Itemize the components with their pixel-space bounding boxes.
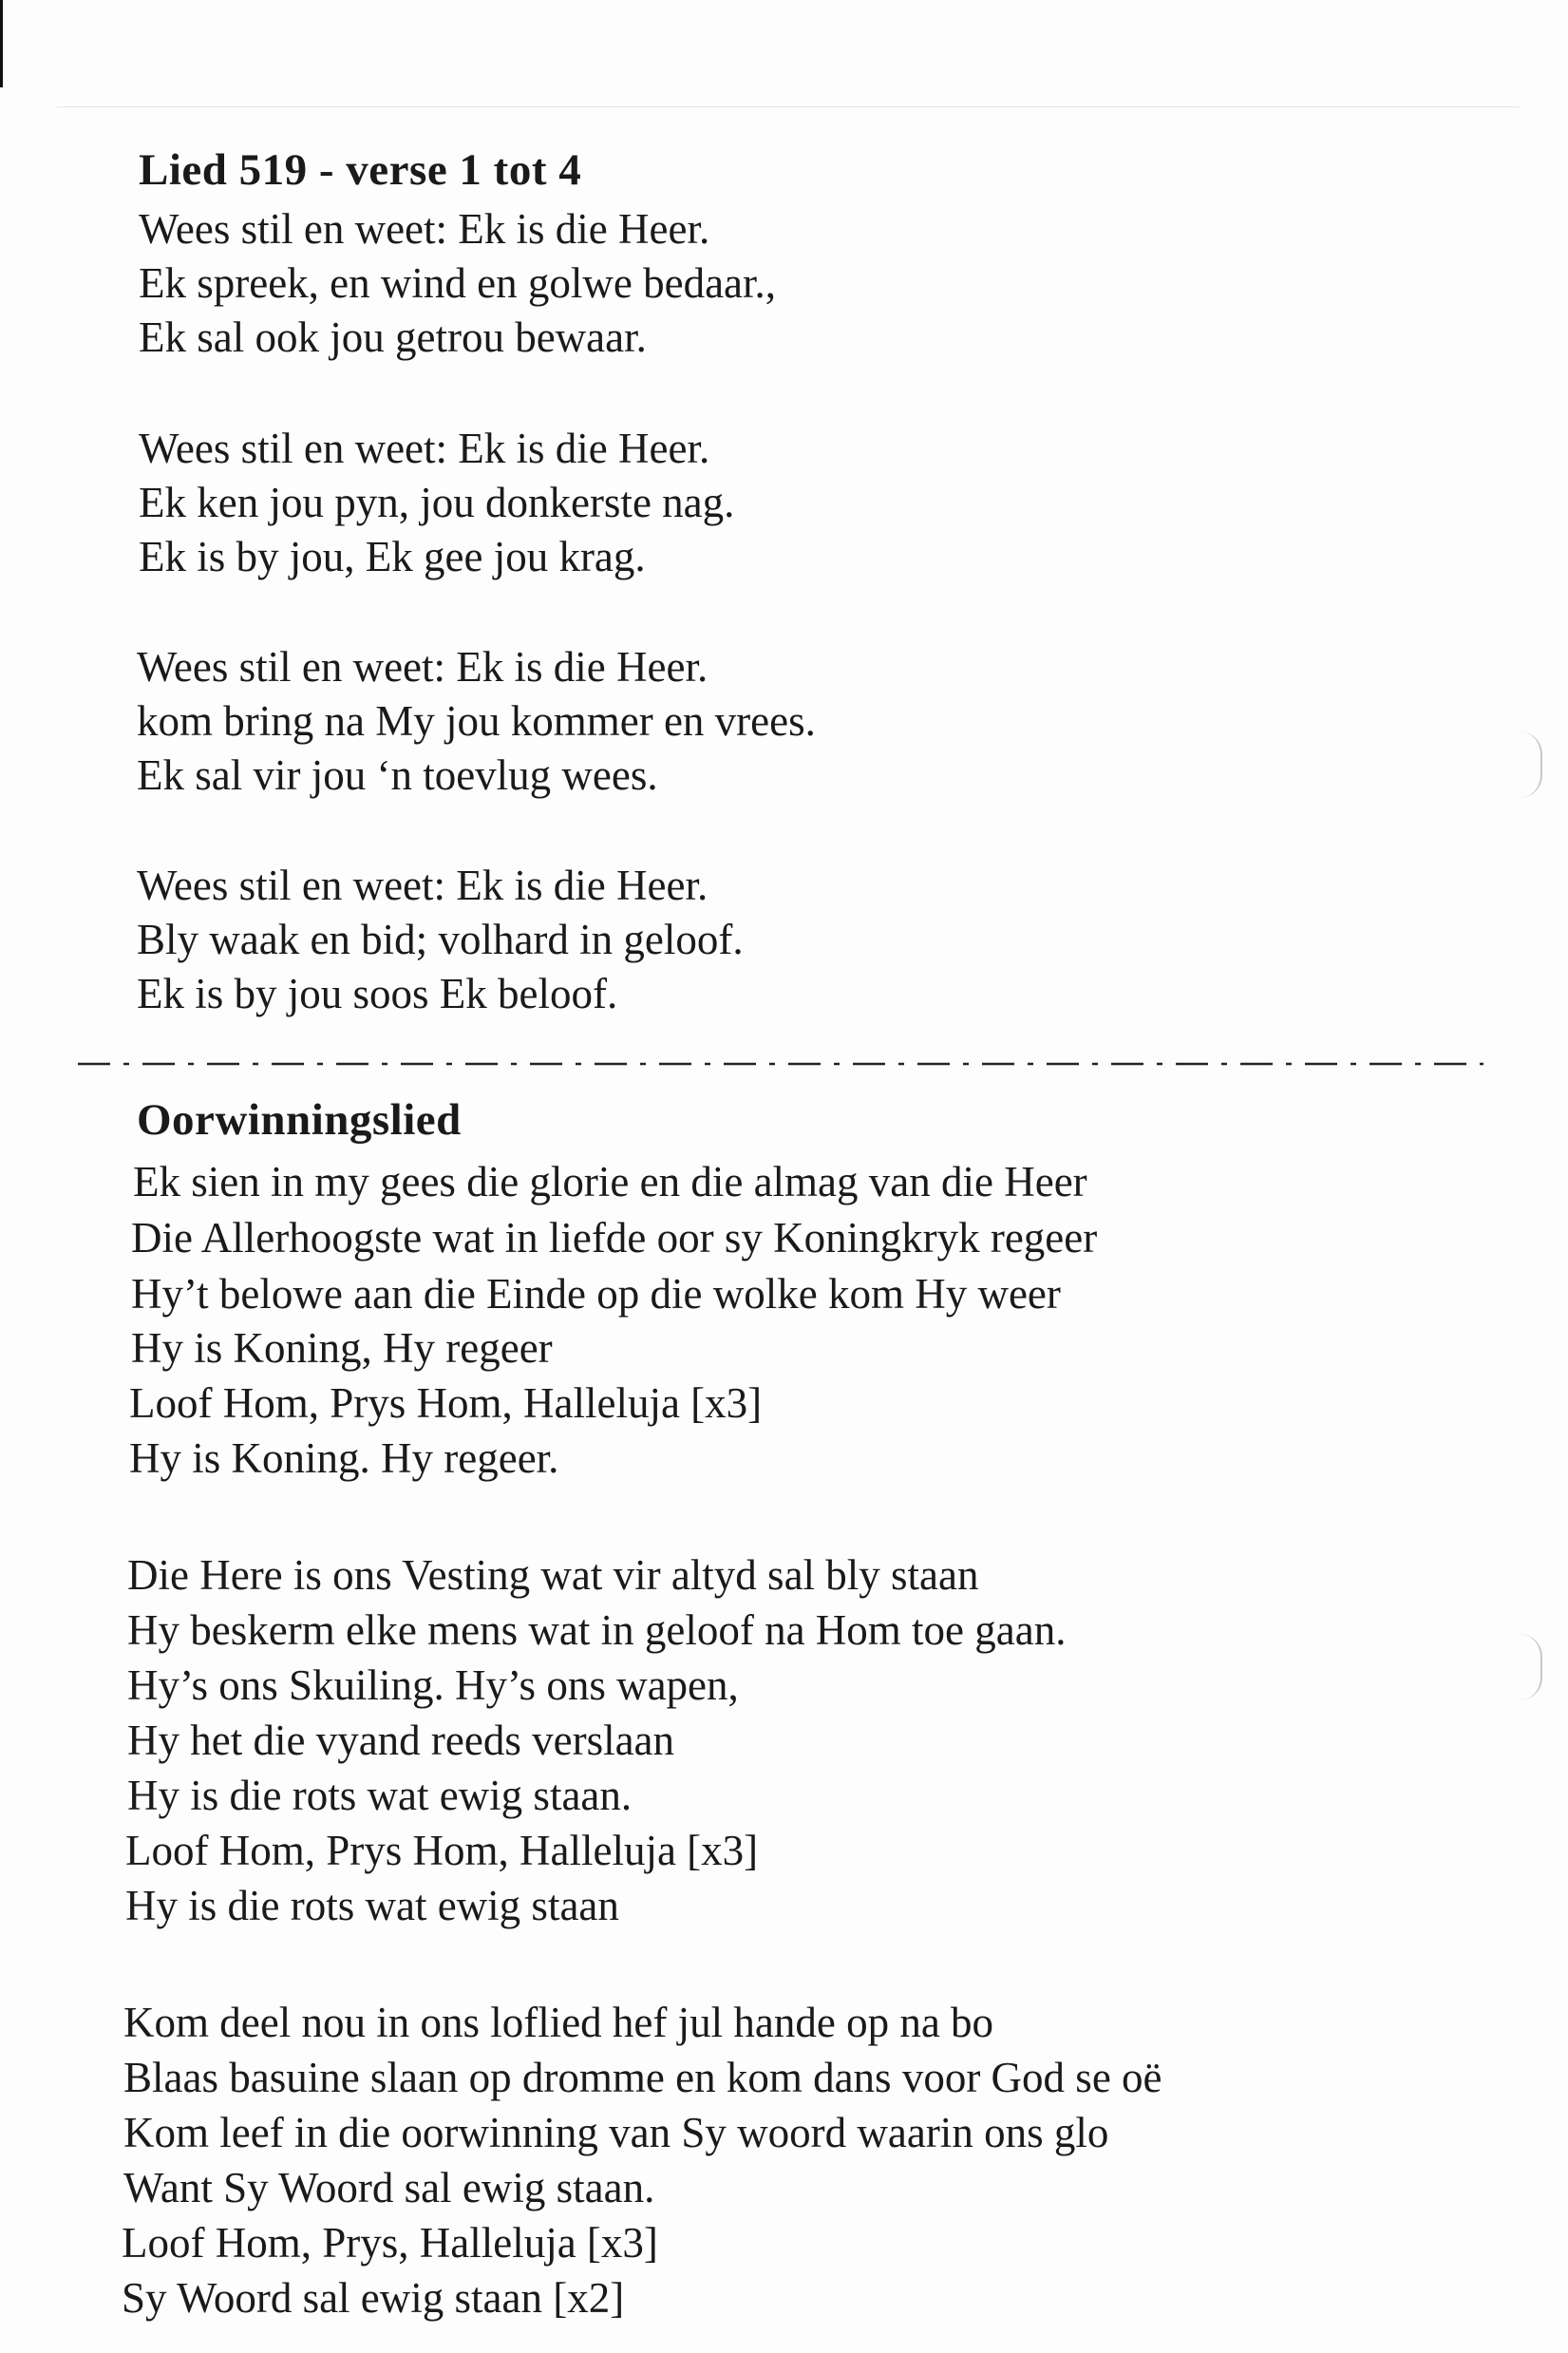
lyric-line: Loof Hom, Prys Hom, Halleluja [x3] — [125, 1827, 759, 1874]
lyric-line: Wees stil en weet: Ek is die Heer. — [137, 643, 708, 691]
lyric-line: Hy’s ons Skuiling. Hy’s ons wapen, — [127, 1661, 739, 1709]
lyric-line: Loof Hom, Prys, Halleluja [x3] — [122, 2219, 658, 2267]
lyric-line: Hy is die rots wat ewig staan. — [127, 1772, 633, 1819]
lyric-line: Die Here is ons Vesting wat vir altyd sal bly staan — [127, 1551, 979, 1599]
lyric-line: Wees stil en weet: Ek is die Heer. — [137, 862, 708, 909]
lyric-line: Hy is Koning, Hy regeer — [131, 1324, 553, 1372]
lyric-line: kom bring na My jou kommer en vrees. — [137, 697, 816, 745]
lyric-line: Kom deel nou in ons loflied hef jul hande op na bo — [123, 1999, 994, 2046]
lyric-line: Hy is Koning. Hy regeer. — [129, 1434, 559, 1482]
lyric-line: Hy het die vyand reeds verslaan — [127, 1717, 675, 1764]
lyric-line: Ek ken jou pyn, jou donkerste nag. — [139, 479, 735, 526]
page-edge-mark — [0, 0, 3, 87]
lyric-line: Hy’t belowe aan die Einde op die wolke kom Hy weer — [131, 1270, 1061, 1318]
lyric-line: Blaas basuine slaan op dromme en kom dans voor God se oë — [123, 2054, 1162, 2101]
song-title: Lied 519 - verse 1 tot 4 — [139, 145, 582, 195]
top-rule — [57, 106, 1520, 107]
lyric-line: Want Sy Woord sal ewig staan. — [123, 2164, 655, 2211]
lyric-line: Ek is by jou, Ek gee jou krag. — [139, 533, 646, 580]
lyric-line: Bly waak en bid; volhard in geloof. — [137, 916, 744, 963]
lyric-line: Ek sal ook jou getrou bewaar. — [139, 313, 647, 361]
lyric-line: Sy Woord sal ewig staan [x2] — [122, 2274, 625, 2322]
lyric-line: Kom leef in die oorwinning van Sy woord waarin ons glo — [123, 2109, 1109, 2156]
song-title: Oorwinningslied — [137, 1095, 462, 1145]
punch-hole-mark — [1520, 1634, 1542, 1700]
lyric-line: Ek spreek, en wind en golwe bedaar., — [139, 259, 777, 307]
lyric-line: Ek is by jou soos Ek beloof. — [137, 970, 618, 1017]
lyric-line: Die Allerhoogste wat in liefde oor sy Koningkryk regeer — [131, 1214, 1098, 1262]
lyric-line: Loof Hom, Prys Hom, Halleluja [x3] — [129, 1379, 763, 1427]
dash-dot-divider — [78, 1062, 1483, 1066]
punch-hole-mark — [1520, 731, 1542, 798]
lyric-line: Wees stil en weet: Ek is die Heer. — [139, 425, 710, 472]
lyric-line: Ek sal vir jou ‘n toevlug wees. — [137, 751, 658, 799]
lyric-line: Wees stil en weet: Ek is die Heer. — [139, 205, 710, 253]
lyric-line: Hy beskerm elke mens wat in geloof na Hom toe gaan. — [127, 1606, 1067, 1654]
lyric-line: Hy is die rots wat ewig staan — [125, 1882, 619, 1929]
lyric-line: Ek sien in my gees die glorie en die almag van die Heer — [133, 1158, 1087, 1205]
